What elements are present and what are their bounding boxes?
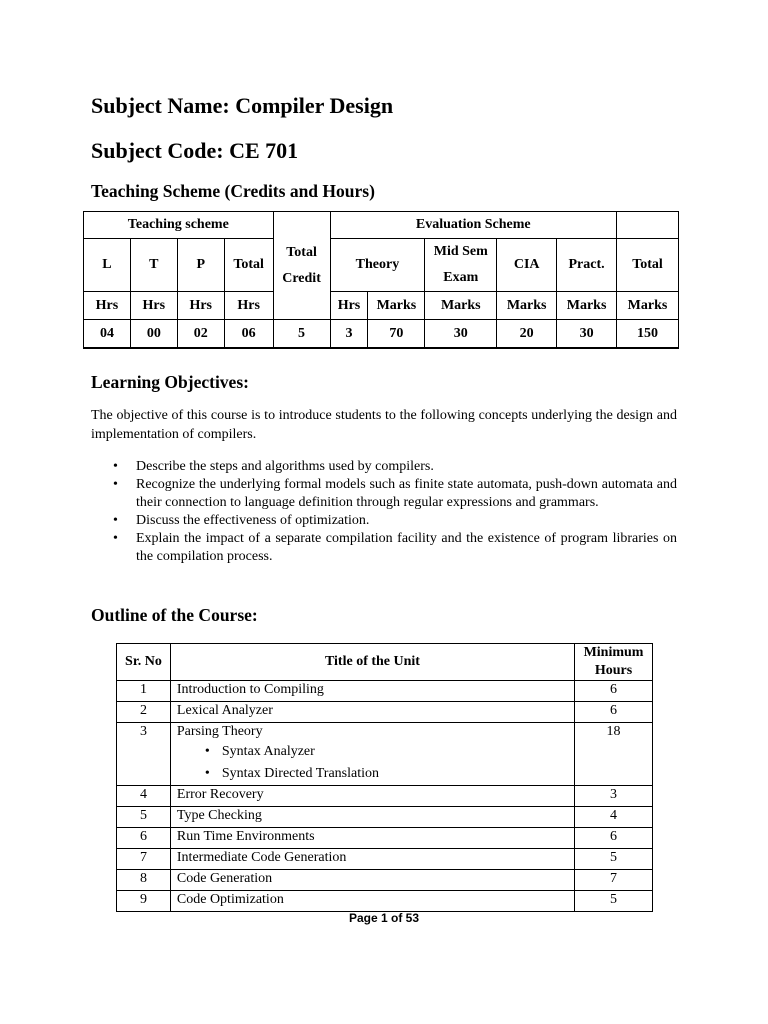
row-title: Code Optimization (170, 891, 574, 912)
objective-item: • Describe the steps and algorithms used by compilers. (91, 458, 677, 476)
row-sr: 2 (117, 702, 171, 723)
table-row (117, 807, 653, 828)
objective-item: • Discuss the effectiveness of optimization. (91, 512, 677, 530)
col-total-marks-header: Total (617, 239, 679, 292)
table-row (117, 681, 653, 702)
teaching-scheme-table (83, 211, 679, 349)
empty-group-cell (617, 212, 679, 239)
midsem-line-1: Mid Sem (433, 244, 488, 259)
outline-header-row (117, 644, 653, 681)
objectives-list (91, 458, 677, 566)
unit-hrs-p: Hrs (177, 292, 224, 320)
unit-marks-pract: Marks (557, 292, 617, 320)
total-credit-header (273, 212, 330, 320)
row-hours: 6 (575, 702, 653, 723)
value-l: 04 (84, 320, 131, 349)
subitem: • Syntax Directed Translation (177, 763, 574, 785)
row-hours: 5 (575, 891, 653, 912)
min-hours-header (575, 644, 653, 681)
scheme-unit-row (84, 292, 679, 320)
unit-marks-midsem: Marks (425, 292, 497, 320)
table-row (117, 786, 653, 807)
row-sr: 8 (117, 870, 171, 891)
unit-hrs-theory: Hrs (330, 292, 368, 320)
course-outline-table (116, 643, 653, 912)
table-row (117, 870, 653, 891)
scheme-header-row (84, 239, 679, 292)
row-sr: 1 (117, 681, 171, 702)
table-row (117, 849, 653, 870)
col-l-header: L (84, 239, 131, 292)
row-title: Run Time Environments (170, 828, 574, 849)
col-cia-header: CIA (497, 239, 557, 292)
objective-item: • Explain the impact of a separate compilation facility and the existence of program libraries on the compilation process. (91, 530, 677, 566)
scheme-value-row (84, 320, 679, 349)
total-credit-line-1: Total (286, 244, 317, 260)
unit-marks-theory: Marks (368, 292, 425, 320)
row-hours: 18 (575, 723, 653, 786)
teaching-scheme-heading: Teaching Scheme (Credits and Hours) (91, 181, 375, 201)
row-title: Parsing Theory (176, 724, 263, 739)
scheme-group-row (84, 212, 679, 239)
min-hours-line-2: Hours (594, 663, 633, 678)
value-t: 00 (130, 320, 177, 349)
value-pract-marks: 30 (557, 320, 617, 349)
row-hours: 7 (575, 870, 653, 891)
value-theory-hrs: 3 (330, 320, 368, 349)
col-midsem-header (425, 239, 497, 292)
value-theory-marks: 70 (368, 320, 425, 349)
value-cia-marks: 20 (497, 320, 557, 349)
row-hours: 4 (575, 807, 653, 828)
value-total-hrs: 06 (224, 320, 273, 349)
subject-name-heading: Subject Name: Compiler Design (91, 93, 394, 118)
objectives-intro: The objective of this course is to introduce students to the following concepts underlying the design and implementation of compilers. (91, 408, 677, 442)
row-hours: 6 (575, 681, 653, 702)
col-pract-header: Pract. (557, 239, 617, 292)
row-sr: 9 (117, 891, 171, 912)
col-p-header: P (177, 239, 224, 292)
value-total-marks: 150 (617, 320, 679, 349)
row-sr: 3 (117, 723, 171, 786)
row-hours: 5 (575, 849, 653, 870)
learning-objectives-heading: Learning Objectives: (91, 372, 249, 392)
value-total-credit: 5 (273, 320, 330, 349)
row-title: Type Checking (170, 807, 574, 828)
row-title: Lexical Analyzer (170, 702, 574, 723)
page-number: Page 1 of 53 (348, 911, 420, 925)
col-total-header: Total (224, 239, 273, 292)
objective-item: • Recognize the underlying formal models such as finite state automata, push-down automata and their connection to language definition through regular expressions and grammars. (91, 476, 677, 512)
evaluation-scheme-group: Evaluation Scheme (330, 212, 617, 239)
table-row (117, 828, 653, 849)
unit-hrs-t: Hrs (130, 292, 177, 320)
unit-marks-total: Marks (617, 292, 679, 320)
row-title: Code Generation (170, 870, 574, 891)
row-sr: 6 (117, 828, 171, 849)
row-title: Intermediate Code Generation (170, 849, 574, 870)
unit-marks-cia: Marks (497, 292, 557, 320)
midsem-line-2: Exam (443, 270, 479, 285)
table-row (117, 702, 653, 723)
table-row (117, 723, 653, 786)
unit-hrs-l: Hrs (84, 292, 131, 320)
min-hours-line-1: Minimum (583, 645, 644, 660)
subject-code-heading: Subject Code: CE 701 (91, 138, 299, 163)
row-sr: 5 (117, 807, 171, 828)
row-hours: 6 (575, 828, 653, 849)
unit-title-header: Title of the Unit (170, 644, 574, 681)
row-sr: 4 (117, 786, 171, 807)
value-midsem-marks: 30 (425, 320, 497, 349)
teaching-scheme-group: Teaching scheme (84, 212, 274, 239)
col-theory-header: Theory (330, 239, 425, 292)
total-credit-line-2: Credit (282, 270, 321, 286)
row-sr: 7 (117, 849, 171, 870)
col-t-header: T (130, 239, 177, 292)
value-p: 02 (177, 320, 224, 349)
subitem: • Syntax Analyzer (177, 741, 574, 763)
row-hours: 3 (575, 786, 653, 807)
table-row (117, 891, 653, 912)
row-title: Error Recovery (170, 786, 574, 807)
row-title-with-subitems (170, 723, 574, 786)
row-title: Introduction to Compiling (170, 681, 574, 702)
unit-hrs-total: Hrs (224, 292, 273, 320)
outline-heading: Outline of the Course: (91, 605, 258, 625)
sr-no-header: Sr. No (117, 644, 171, 681)
